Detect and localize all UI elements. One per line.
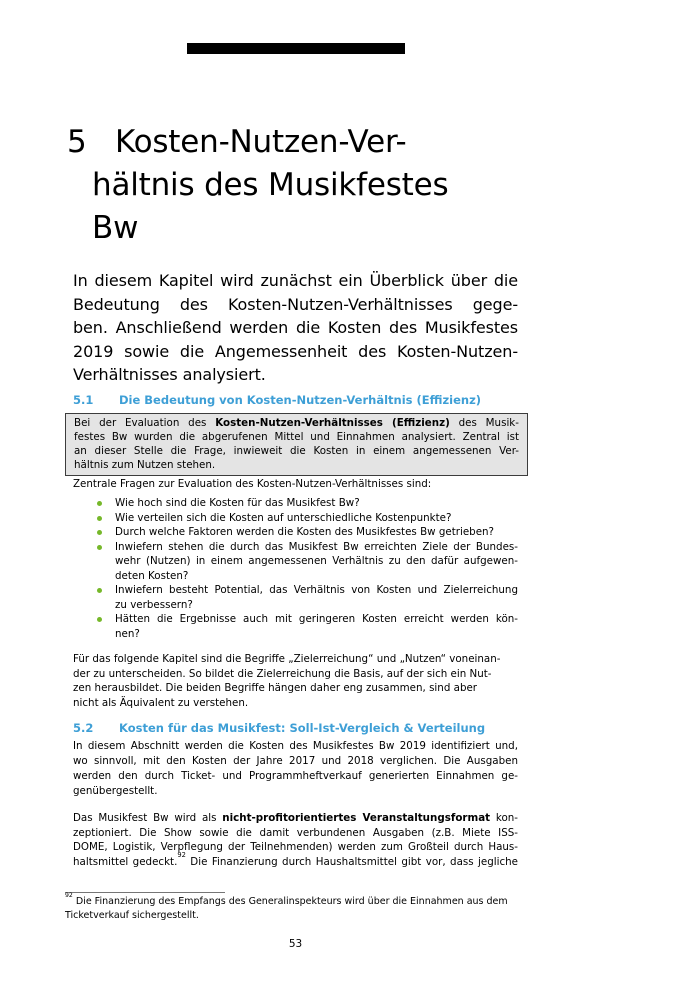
bullet-text: Durch welche Faktoren werden die Kosten des Musikfestes Bw getrieben?: [115, 526, 495, 539]
questions-list: [73, 496, 518, 641]
bullet-icon: [97, 588, 102, 593]
section-title: Kosten für das Musikfest: Soll-Ist-Vergleich & Verteilung: [119, 721, 486, 736]
section-title: Die Bedeutung von Kosten-Nutzen-Verhältnis (Effizienz): [119, 392, 482, 407]
section-heading-5-1: [73, 393, 518, 408]
bullet-text: Inwiefern stehen die durch das Musikfest Bw erreichten Ziele der Bundes- wehr (Nutzen) in einem angemessenen Verhältnis zu den dafür aufgewen- deten Kosten?: [115, 540, 518, 582]
intro-paragraph: In diesem Kapitel wird zunächst ein Überblick über die Bedeutung des Kosten-Nutzen-Verhältnisses gege- ben. Anschließend werden die Kosten des Musikfestes 2019 sowie die Angemessenheit des Kosten-Nutzen- Verhältnisses analysiert.: [73, 271, 518, 384]
chapter-heading-line-1: [67, 121, 518, 164]
summary-box: Bei der Evaluation des Kosten-Nutzen-Verhältnisses (Effizienz) des Musik- festes Bw wurden die abgerufenen Mittel und Einnahmen analysiert. Zentral ist an dieser Stelle die Frage, inwieweit die Kosten in einem angemessenen Ver- hältnis zum Nutzen stehen.: [65, 413, 528, 476]
list-item: [73, 583, 518, 612]
costs-paragraph: In diesem Abschnitt werden die Kosten des Musikfestes Bw 2019 identifiziert und, wo sinnvoll, mit den Kosten der Jahre 2017 und 2018 verglichen. Die Ausgaben werden den durch Ticket- und Programmheftverkauf generierten Einnahmen ge- genübergestellt.: [73, 740, 518, 797]
bullet-icon: [97, 545, 102, 550]
chapter-title-line: Kosten-Nutzen-Ver-: [115, 124, 407, 160]
text-column: [65, 0, 519, 951]
bullet-icon: [97, 516, 102, 521]
chapter-heading: [67, 121, 518, 250]
bullet-icon: [97, 530, 102, 535]
footnote-separator: [65, 892, 225, 893]
section-number: 5.2: [73, 721, 94, 736]
chapter-heading-line-3: Bw: [92, 210, 139, 246]
chapter-heading-line-2: hältnis des Musikfestes: [92, 167, 449, 203]
bullet-text: Wie hoch sind die Kosten für das Musikfest Bw?: [115, 497, 360, 510]
list-item: [73, 525, 518, 540]
bullet-icon: [97, 501, 102, 506]
questions-lead: Zentrale Fragen zur Evaluation des Kosten-Nutzen-Verhältnisses sind:: [73, 477, 432, 490]
bullet-icon: [97, 617, 102, 622]
section-heading-5-2: [73, 721, 518, 736]
footnote: $^{92}$ Die Finanzierung des Empfangs des Generalinspekteurs wird über die Einnahmen aus dem Ticketverkauf sichergestellt.: [65, 892, 508, 921]
list-item: [73, 540, 518, 584]
bullet-text: Wie verteilen sich die Kosten auf unterschiedliche Kostenpunkte?: [115, 511, 452, 524]
bullet-text: Inwiefern besteht Potential, das Verhältnis von Kosten und Zielerreichung zu verbessern?: [115, 584, 518, 611]
terms-paragraph: Für das folgende Kapitel sind die Begriffe „Zielerreichung“ und „Nutzen“ voneinan- der zu unterscheiden. So bildet die Zielerreichung die Basis, auf der sich ein Nut- zen herausbildet. Die beiden Begriffe hängen daher eng zusammen, sind aber nicht als Äquivalent zu verstehen.: [73, 653, 501, 709]
bullet-text: Hätten die Ergebnisse auch mit geringeren Kosten erreicht werden kön- nen?: [115, 613, 518, 640]
list-item: [73, 496, 518, 511]
page-number: 53: [288, 938, 303, 951]
section-number: 5.1: [73, 392, 94, 407]
chapter-number: 5: [67, 124, 87, 160]
format-paragraph: Das Musikfest Bw wird als nicht-profitorientiertes Veranstaltungsformat kon- zeptioniert. Die Show sowie die damit verbundenen Ausgaben (z.B. Miete ISS- DOME, Logistik, Verpflegung der Teilnehmenden) werden zum Großteil durch Haus- haltsmittel gedeckt.$^{92}$ Die Finanzierung durch Haushaltsmittel gibt vor, dass jegliche: [73, 812, 518, 868]
list-item: [73, 511, 518, 526]
list-item: [73, 612, 518, 641]
